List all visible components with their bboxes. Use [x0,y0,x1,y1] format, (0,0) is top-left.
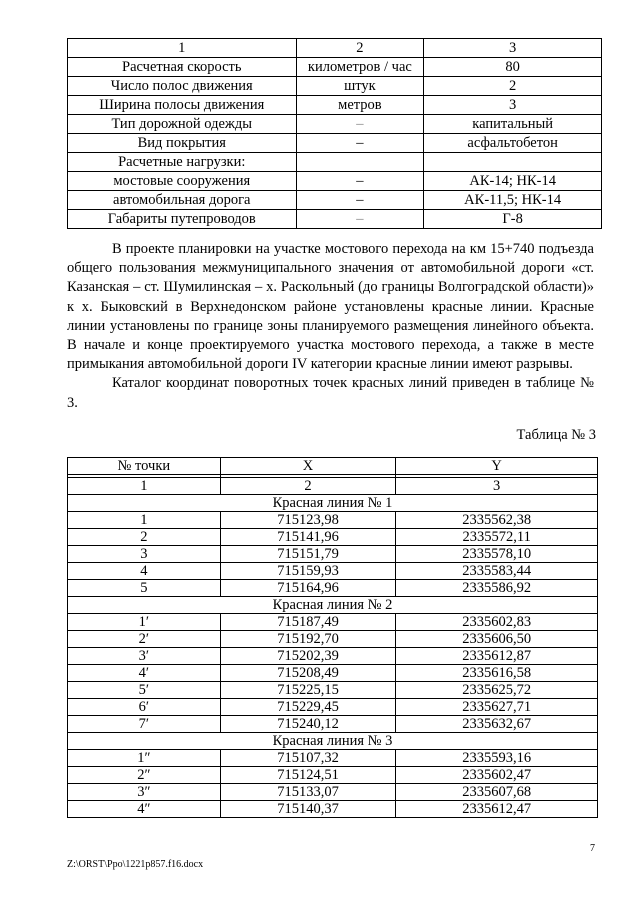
table-row [68,699,598,716]
spec-table [67,38,602,229]
column-number: 2 [220,478,396,495]
point-cell: 3″ [68,784,221,801]
coordinates-table [67,457,598,818]
y-cell: 2335572,11 [396,529,598,546]
x-cell: 715141,96 [220,529,396,546]
spec-value-cell [424,153,602,172]
spec-unit-cell: – [296,191,424,210]
spec-unit-cell: – [296,115,424,134]
y-cell: 2335586,92 [396,580,598,597]
spec-name-cell: Ширина полосы движения [68,96,297,115]
x-cell: 715107,32 [220,750,396,767]
spec-name-cell: Габариты путепроводов [68,210,297,229]
spec-table-body [68,39,602,229]
column-header-point: № точки [68,458,221,475]
y-cell: 2335632,67 [396,716,598,733]
spec-row [68,153,602,172]
y-cell: 2335627,71 [396,699,598,716]
x-cell: 715202,39 [220,648,396,665]
spec-name-cell: Число полос движения [68,77,297,96]
y-cell: 2335562,38 [396,512,598,529]
x-cell: 715140,37 [220,801,396,818]
table-row [68,614,598,631]
point-cell: 5′ [68,682,221,699]
column-number: 3 [396,478,598,495]
spec-header-cell: 3 [424,39,602,58]
spec-unit-cell: – [296,172,424,191]
y-cell: 2335616,58 [396,665,598,682]
table-row [68,580,598,597]
table-row [68,801,598,818]
point-cell: 2″ [68,767,221,784]
table-row [68,784,598,801]
spec-name-cell: Расчетная скорость [68,58,297,77]
spec-header-cell: 2 [296,39,424,58]
spec-value-cell: АК-14; НК-14 [424,172,602,191]
point-cell: 2 [68,529,221,546]
spec-row [68,210,602,229]
table-row [68,716,598,733]
x-cell: 715164,96 [220,580,396,597]
y-cell: 2335602,47 [396,767,598,784]
section-title-row [68,597,598,614]
spec-name-cell: автомобильная дорога [68,191,297,210]
spec-value-cell: капитальный [424,115,602,134]
spec-row [68,191,602,210]
point-cell: 6′ [68,699,221,716]
spec-unit-cell: – [296,210,424,229]
spec-value-cell: 2 [424,77,602,96]
x-cell: 715208,49 [220,665,396,682]
table-row [68,563,598,580]
coordinates-table-body [68,495,598,818]
section-title-row [68,733,598,750]
point-cell: 3′ [68,648,221,665]
x-cell: 715225,15 [220,682,396,699]
y-cell: 2335607,68 [396,784,598,801]
table-row [68,750,598,767]
table-row [68,648,598,665]
spec-value-cell: АК-11,5; НК-14 [424,191,602,210]
table-row [68,767,598,784]
y-cell: 2335578,10 [396,546,598,563]
spec-row [68,172,602,191]
spec-unit-cell: – [296,134,424,153]
point-cell: 2′ [68,631,221,648]
table-row [68,546,598,563]
x-cell: 715187,49 [220,614,396,631]
spec-name-cell: мостовые сооружения [68,172,297,191]
x-cell: 715124,51 [220,767,396,784]
table-row [68,512,598,529]
point-cell: 4 [68,563,221,580]
section-title: Красная линия № 2 [68,597,598,614]
body-text [67,240,594,413]
point-cell: 1 [68,512,221,529]
page-number: 7 [590,843,595,854]
point-cell: 7′ [68,716,221,733]
spec-unit-cell: штук [296,77,424,96]
y-cell: 2335606,50 [396,631,598,648]
spec-header-row [68,39,602,58]
spec-header-cell: 1 [68,39,297,58]
paragraph: В проекте планировки на участке мостового перехода на км 15+740 подъезда общего пользования межмуниципального значения от автомобильной дороги «ст. Казанская – ст. Шумилинская – х. Раскольный (до границы Волгоградской области)» к х. Быковский в Верхнедонском районе установлены красные линии. Красные линии установлены по границе зоны планируемого размещения линейного объекта. В начале и конце проектируемого участка мостового перехода, а также в месте примыкания автомобильной дороги IV категории красные линии имеют разрывы. [67,241,594,373]
paragraph: Каталог координат поворотных точек красных линий приведен в таблице № 3. [67,375,594,411]
point-cell: 1″ [68,750,221,767]
x-cell: 715192,70 [220,631,396,648]
spec-value-cell: Г-8 [424,210,602,229]
column-header-x: X [220,458,396,475]
x-cell: 715151,79 [220,546,396,563]
point-cell: 5 [68,580,221,597]
spec-row [68,77,602,96]
spec-name-cell: Расчетные нагрузки: [68,153,297,172]
table-caption: Таблица № 3 [516,427,596,443]
point-cell: 3 [68,546,221,563]
y-cell: 2335625,72 [396,682,598,699]
x-cell: 715240,12 [220,716,396,733]
table-row [68,665,598,682]
point-cell: 4′ [68,665,221,682]
file-path: Z:\ORST\Ppo\1221p857.f16.docx [67,859,204,870]
x-cell: 715159,93 [220,563,396,580]
section-title: Красная линия № 3 [68,733,598,750]
point-cell: 1′ [68,614,221,631]
column-number-row [68,478,598,495]
spec-row [68,96,602,115]
column-header-y: Y [396,458,598,475]
column-number: 1 [68,478,221,495]
y-cell: 2335602,83 [396,614,598,631]
y-cell: 2335593,16 [396,750,598,767]
spec-unit-cell [296,153,424,172]
x-cell: 715133,07 [220,784,396,801]
table-row [68,682,598,699]
x-cell: 715123,98 [220,512,396,529]
spec-row [68,115,602,134]
y-cell: 2335612,87 [396,648,598,665]
y-cell: 2335583,44 [396,563,598,580]
spec-value-cell: 3 [424,96,602,115]
spec-name-cell: Вид покрытия [68,134,297,153]
x-cell: 715229,45 [220,699,396,716]
section-title: Красная линия № 1 [68,495,598,512]
section-title-row [68,495,598,512]
point-cell: 4″ [68,801,221,818]
spec-row [68,58,602,77]
spec-name-cell: Тип дорожной одежды [68,115,297,134]
spec-value-cell: асфальтобетон [424,134,602,153]
y-cell: 2335612,47 [396,801,598,818]
spec-row [68,134,602,153]
coord-header-row [68,458,598,475]
table-row [68,529,598,546]
spec-unit-cell: метров [296,96,424,115]
table-row [68,631,598,648]
spec-unit-cell: километров / час [296,58,424,77]
spec-value-cell: 80 [424,58,602,77]
